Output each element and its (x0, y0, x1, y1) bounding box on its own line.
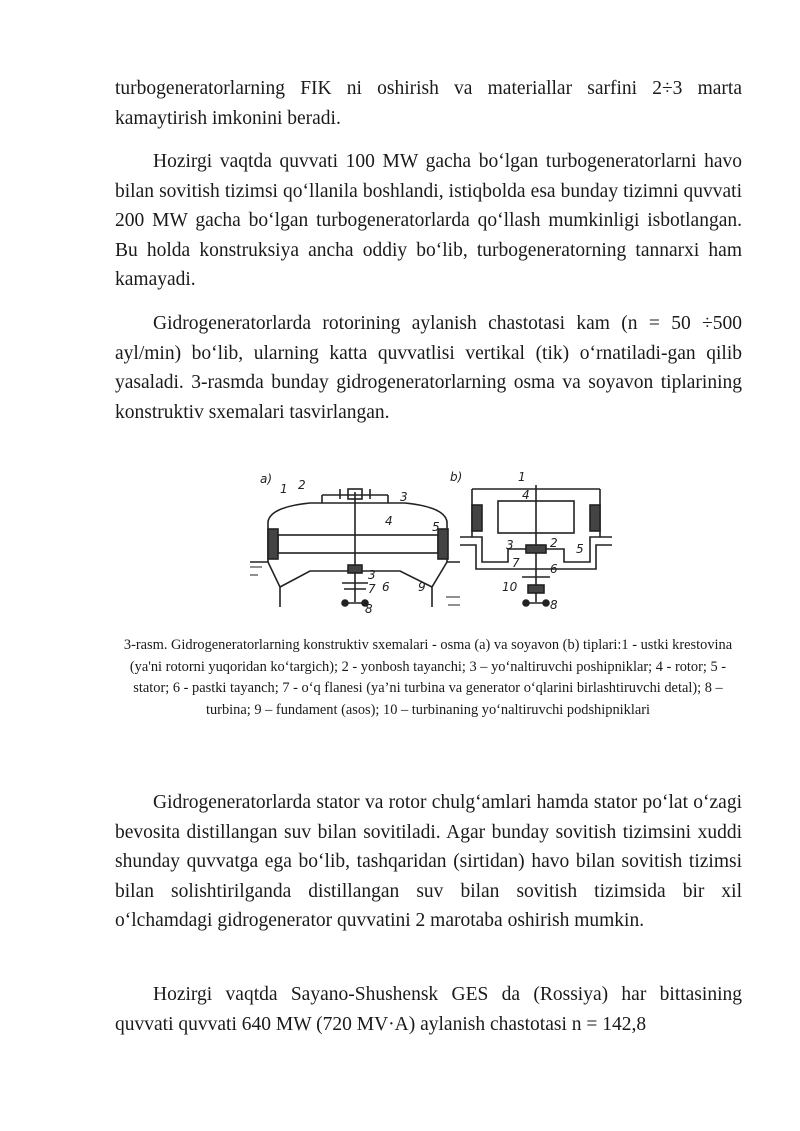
label-a-4: 4 (385, 514, 393, 528)
paragraph-1: turbogeneratorlarning FIK ni oshirish va materiallar sarfini 2÷3 marta kamaytirish imkonini beradi. (115, 78, 742, 129)
label-b-4: 4 (522, 488, 530, 502)
label-a-7: 7 (368, 582, 376, 596)
label-b-1: 1 (518, 470, 526, 484)
label-a-6: 6 (382, 580, 390, 594)
figure-label-b: b) (450, 470, 463, 484)
paragraph-2: Hozirgi vaqtda quvvati 100 MW gacha bo‘lgan turbogeneratorlarni havo bilan sovitish tizimsi qo‘llanila boshlandi, istiqbolda esa bunday tizimni quvvati 200 MW gacha bo‘lgan turbogeneratorlarda qo‘llash mumkinligi isbotlangan. Bu holda konstruksiya ancha oddiy bo‘lib, turbogeneratorning tannarxi ham kamayadi. (115, 151, 742, 290)
paragraph-5: Hozirgi vaqtda Sayano-Shushensk GES da (Rossiya) har bittasining quvvati quvvati 640 MW (720 MV·A) aylanish chastotasi n = 142,8 (115, 984, 742, 1035)
label-a-9: 9 (418, 580, 426, 594)
label-b-7: 7 (512, 556, 520, 570)
figure-label-a: a) (260, 472, 273, 486)
label-a-2: 2 (298, 478, 306, 492)
label-b-5: 5 (576, 542, 584, 556)
paragraph-3: Gidrogeneratorlarda rotorining aylanish chastotasi kam (n = 50 ÷500 ayl/min) bo‘lib, ularning katta quvvatlisi vertikal (tik) o‘rnatiladi-gan qilib yasaladi. 3-rasmda bunday gidrogeneratorlarning osma va soyavon tiplarining konstruktiv sxemalari tasvirlangan. (115, 313, 742, 423)
paragraph-4: Gidrogeneratorlarda stator va rotor chulg‘amlari hamda stator po‘lat o‘zagi bevosita distillangan suv bilan sovitiladi. Agar bunday sovitish tizimsini xuddi shunday quvvatga ega bo‘lib, tashqaridan (sirtidan) havo bilan sovitish tizimsi bilan solishtirilganda distillangan suv bilan sovitish tizimsida bir xil o‘lchamdagi gidrogenerator quvvatini 2 marotaba oshirish mumkin. (115, 792, 742, 931)
figure-3-schematics (250, 467, 620, 617)
label-b-8: 8 (550, 598, 558, 612)
label-a-1: 1 (280, 482, 288, 496)
label-a-3: 3 (400, 490, 408, 504)
label-b-10: 10 (502, 580, 518, 594)
label-a-5: 5 (432, 520, 440, 534)
label-a-8: 8 (365, 602, 373, 616)
label-b-2: 2 (550, 536, 558, 550)
label-a-3b: 3 (368, 568, 376, 582)
label-b-6: 6 (550, 562, 558, 576)
label-b-3: 3 (506, 538, 514, 552)
figure-caption: 3-rasm. Gidrogeneratorlarning konstruktiv sxemalari - osma (a) va soyavon (b) tiplari:1 - ustki krestovina (ya'ni rotorni yuqoridan ko‘targich); 2 - yonbosh tayanchi; 3 – yo‘naltiruvchi poshipniklar; 4 - rotor; 5 - stator; 6 - pastki tayanch; 7 - o‘q flanesi (ya’ni turbina va generator o‘qlarini birlashtiruvchi detal); 8 – turbina; 9 – fundament (asos); 10 – turbinaning yo‘naltiruvchi podshipniklari (123, 637, 733, 718)
